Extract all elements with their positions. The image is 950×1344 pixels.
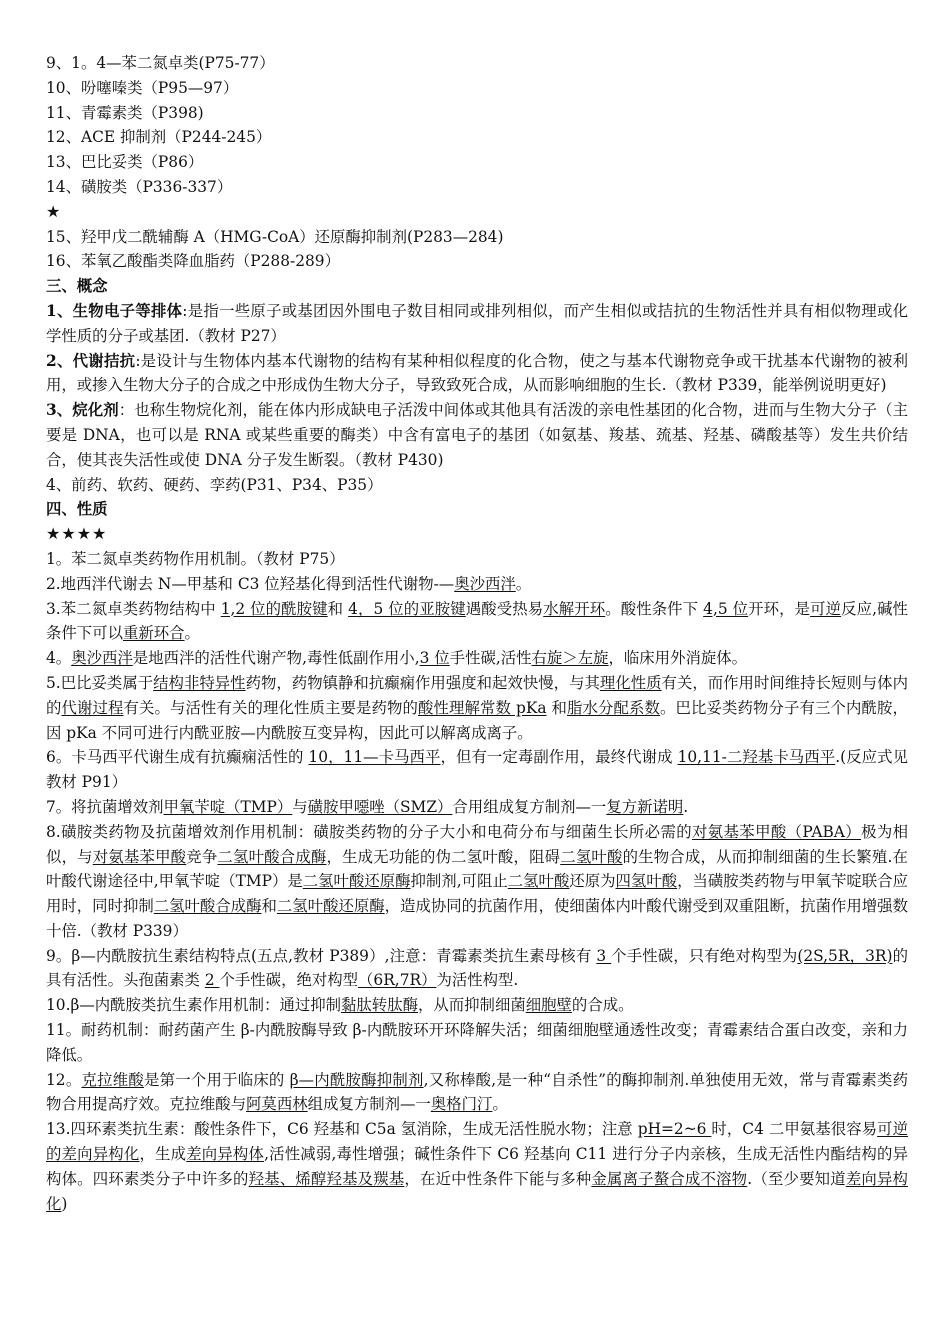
concept-definition: :是设计与生物体内基本代谢物的结构有某种相似程度的化合物，使之与基本代谢物竞争或干扰基本代谢物的被利用，或掺入生物大分子的合成之中形成伪生物大分子，导致致死合成，从而影响细胞的生长.（教材 P339，能举例说明更好) — [46, 351, 909, 395]
underlined-term: 酸性理解常数 pKa — [418, 698, 547, 717]
section-heading-properties: 四、性质 — [46, 500, 108, 519]
underlined-term: 可逆 — [810, 599, 842, 618]
property-paragraph — [46, 745, 908, 795]
property-paragraph: 1。苯二氮卓类药物作用机制。（教材 P75） — [46, 549, 345, 568]
underlined-term: 3 — [596, 946, 612, 965]
text-run: 组成复方制剂—一 — [307, 1095, 431, 1114]
underlined-term: 右旋＞左旋 — [531, 649, 609, 668]
text-run: ，当磺胺类药物与甲氧苄啶联合应用时，同时抑制 — [46, 872, 908, 916]
list-item: 10、吩噻嗪类（P95—97） — [46, 78, 239, 97]
text-run: 合用组成复方制剂—一 — [452, 797, 607, 816]
underlined-term: 对氨基苯甲酸 — [92, 847, 187, 866]
underlined-term: 水解开环 — [543, 599, 606, 618]
property-paragraph — [46, 572, 908, 597]
property-paragraph — [46, 1068, 908, 1118]
underlined-term: 二氢叶酸 — [560, 847, 623, 866]
text-run: 竞争 — [186, 847, 218, 866]
property-paragraph — [46, 820, 908, 944]
text-run: 。巴比妥类药物分子有三个内酰胺，因 pKa 不同可进行内酰亚胺—内酰胺互变异构，因此可以解离成离子。 — [46, 698, 908, 742]
underlined-term: 甲氧苄啶（TMP） — [163, 797, 293, 816]
list-item: 11、青霉素类（P398) — [46, 103, 204, 122]
underlined-term: 代谢过程 — [61, 698, 124, 717]
text-run: 极为相似，与 — [46, 822, 908, 866]
text-run: 10.β—内酰胺类抗生素作用机制：通过抑制 — [46, 996, 342, 1015]
underlined-term: 1,2 位的酰胺键 — [220, 599, 328, 618]
star-icon: ★ — [46, 201, 62, 221]
text-run: 6。卡马西平代谢生成有抗癫痫活性的 — [46, 748, 309, 767]
text-run: . — [683, 797, 689, 816]
underlined-term: pH=2~6 — [637, 1120, 712, 1139]
underlined-term: 3 位 — [419, 649, 450, 668]
text-run: ，但有一定毒副作用，最终代谢成 — [440, 748, 678, 767]
underlined-term: 重新环合 — [122, 624, 185, 643]
concept-term: 3、烷化剂 — [46, 401, 119, 420]
text-run: 和 — [327, 599, 349, 618]
property-paragraph — [46, 671, 908, 745]
concept-definition: :是指一些原子或基团因外围电子数目相同或排列相似，而产生相似或拮抗的生物活性并具有相似物理或化学性质的分子或基团.（教材 P27） — [46, 301, 908, 345]
underlined-term: 奥格门汀 — [430, 1095, 493, 1114]
text-run: 开环，是 — [748, 599, 811, 618]
text-run: 个手性碳，绝对构型 — [219, 971, 359, 990]
underlined-term: 10,11-二羟基卡马西平 — [677, 748, 836, 767]
underlined-term: 二氢叶酸 — [507, 872, 570, 891]
text-run: 与 — [292, 797, 308, 816]
text-run: 。 — [492, 1095, 508, 1114]
text-run: 还原为 — [569, 872, 616, 891]
text-run: .（至少要知道 — [747, 1169, 846, 1188]
text-run: 和 — [261, 897, 277, 916]
text-run: 是第一个用于临床的 — [143, 1070, 290, 1089]
text-run: ) — [61, 1194, 68, 1213]
underlined-term: 二氢叶酸合成酶 — [217, 847, 327, 866]
text-run: 8.磺胺类药物及抗菌增效剂作用机制：磺胺类药物的分子大小和电荷分布与细菌生长所必需的 — [46, 822, 692, 841]
text-run: ,又称棒酸,是一种“自杀性”的酶抑制剂.单独使用无效，常与青霉素类药物合用提高疗效。克拉维酸与 — [46, 1070, 908, 1114]
text-run: 时，C4 二甲氨基很容易 — [711, 1120, 878, 1139]
underlined-term: 差向异构体 — [186, 1145, 265, 1164]
text-run: 和 — [546, 698, 568, 717]
text-run: 遇酸受热易 — [465, 599, 544, 618]
property-paragraph — [46, 944, 908, 994]
text-run: ，临床用外消旋体。 — [608, 649, 748, 668]
text-run: 13.四环素类抗生素：酸性条件下，C6 羟基和 C5a 氢消除，生成无活性脱水物；注意 — [46, 1120, 638, 1139]
text-run: .(反应式见教材 P91） — [46, 748, 909, 792]
list-item: 12、ACE 抑制剂（P244-245） — [46, 128, 272, 147]
text-run: 有关，而作用时间维持长短则与体内的 — [46, 673, 908, 717]
text-run: 2.地西泮代谢去 N—甲基和 C3 位羟基化得到活性代谢物-— — [46, 574, 455, 593]
document-page — [46, 51, 908, 1216]
list-item: 14、磺胺类（P336-337） — [46, 177, 233, 196]
property-paragraph — [46, 993, 908, 1018]
text-run: 的生物合成，从而抑制细菌的生长繁殖.在叶酸代谢途径中,甲氧苄啶（TMP）是 — [46, 847, 908, 891]
text-run: ，生成 — [139, 1145, 187, 1164]
text-run: 有关。与活性有关的理化性质主要是药物的 — [123, 698, 418, 717]
underlined-term: （6R,7R） — [358, 971, 437, 990]
text-run: 的具有活性。头孢菌素类 — [46, 946, 908, 990]
text-run: 4。 — [46, 649, 72, 668]
underlined-term: 复方新诺明 — [606, 797, 684, 816]
underlined-term: 结构非特异性 — [153, 673, 246, 692]
underlined-term: 10，11—卡马西平 — [308, 748, 441, 767]
underlined-term: 奥沙西泮 — [71, 649, 133, 668]
section-heading-concepts: 三、概念 — [46, 277, 108, 296]
underlined-term: 2 — [204, 971, 220, 990]
concept-definition: ：也称生物烷化剂，能在体内形成缺电子活泼中间体或其他具有活泼的亲电性基团的化合物，进而与生物大分子（主要是 DNA，也可以是 RNA 或某些重要的酶类）中含有富电子的基团（如氨基、羧基、巯基、羟基、磷酸基等）发生共价结合，使其丧失活性或使 DNA 分子发生断裂。（教材 P430) — [46, 401, 908, 469]
underlined-term: 黏肽转肽酶 — [341, 996, 418, 1015]
text-run: 12。 — [46, 1070, 82, 1089]
underlined-term: 脂水分配系数 — [567, 698, 661, 717]
underlined-term: (2S,5R，3R) — [797, 946, 893, 965]
underlined-term: 羟基、烯醇羟基及羰基 — [248, 1169, 405, 1188]
underlined-term: 磺胺甲噁唑（SMZ） — [307, 797, 453, 816]
text-run: 5.巴比妥类属于 — [46, 673, 154, 692]
underlined-term: 二氢叶酸还原酶 — [302, 872, 411, 891]
text-run: ,活性减弱,毒性增强；碱性条件下 C6 羟基向 C11 进行分子内亲核，生成无活性内酯结构的异构体。四环素类分子中许多的 — [46, 1145, 908, 1188]
concept-term: 2、代谢拮抗 — [46, 351, 136, 370]
property-paragraph — [46, 795, 908, 820]
property-paragraph: 11。耐药机制：耐药菌产生 β-内酰胺酶导致 β-内酰胺环开环降解失活；细菌细胞壁通透性改变；青霉素结合蛋白改变，亲和力降低。 — [46, 1021, 908, 1064]
text-run: 的合成。 — [571, 996, 634, 1015]
text-run: 药物，药物镇静和抗癫痫作用强度和起效快慢，与其 — [245, 673, 600, 692]
text-run: 。 — [184, 624, 200, 643]
text-run: 手性碳,活性 — [449, 649, 532, 668]
list-item: 15、羟甲戊二酰辅酶 A（HMG-CoA）还原酶抑制剂(P283—284) — [46, 227, 504, 246]
concept-paragraph — [46, 299, 908, 349]
property-paragraph — [46, 597, 908, 647]
underlined-term: 差向异构化 — [46, 1169, 908, 1213]
text-run: 是地西泮的活性代谢产物,毒性低副作用小, — [132, 649, 420, 668]
underlined-term: 四氢叶酸 — [615, 872, 678, 891]
concept-paragraph — [46, 398, 908, 472]
property-paragraph — [46, 646, 908, 671]
underlined-term: 阿莫西林 — [246, 1095, 308, 1114]
underlined-term: 4，5 位的亚胺键 — [348, 599, 466, 618]
text-run: 9。β—内酰胺抗生素结构特点(五点,教材 P389）,注意：青霉素类抗生素母核有 — [46, 946, 597, 965]
underlined-term: 金属离子螯合成不溶物 — [591, 1169, 748, 1188]
underlined-term: 二氢叶酸合成酶 — [153, 897, 262, 916]
underlined-term: 可逆的差向异构化 — [46, 1120, 908, 1164]
list-item: 13、巴比妥类（P86） — [46, 153, 204, 172]
underlined-term: 理化性质 — [599, 673, 662, 692]
text-run: 。 — [515, 574, 532, 593]
text-run: 反应,碱性条件下可以 — [46, 599, 908, 643]
underlined-term: 克拉维酸 — [81, 1070, 144, 1089]
underlined-term: 奥沙西泮 — [454, 574, 516, 593]
text-run: 7。将抗菌增效剂 — [46, 797, 164, 816]
text-run: 个手性碳，只有绝对构型为 — [611, 946, 798, 965]
concept-term: 1、生物电子等排体 — [46, 301, 183, 320]
underlined-term: 4,5 位 — [703, 599, 749, 618]
text-run: 。酸性条件下 — [605, 599, 704, 618]
text-run: 抑制剂,可阻止 — [410, 872, 508, 891]
property-paragraph — [46, 1117, 908, 1216]
text-run: ，在近中性条件下能与多种 — [404, 1169, 592, 1188]
star-rating-icons: ★★★★ — [46, 524, 108, 544]
concept-paragraph: 4、前药、软药、硬药、孪药(P31、P34、P35） — [46, 475, 383, 494]
text-run: 3.苯二氮卓类药物结构中 — [46, 599, 221, 618]
underlined-term: 对氨基苯甲酸（PABA） — [692, 822, 862, 841]
underlined-term: 细胞壁 — [525, 996, 572, 1015]
list-item: 9、1。4—苯二氮卓类(P75-77） — [46, 54, 275, 72]
underlined-term: β—内酰胺酶抑制剂 — [289, 1070, 424, 1089]
underlined-term: 二氢叶酸还原酶 — [276, 897, 385, 916]
text-run: ，生成无功能的伪二氢叶酸，阻碍 — [326, 847, 561, 866]
concept-paragraph — [46, 349, 908, 399]
list-item: 16、苯氧乙酸酯类降血脂药（P288-289） — [46, 252, 340, 271]
text-run: ，造成协同的抗菌作用，使细菌体内叶酸代谢受到双重阻断，抗菌作用增强数十倍.（教材 P339） — [46, 897, 908, 940]
text-run: ，从而抑制细菌 — [417, 996, 526, 1015]
text-run: 为活性构型. — [436, 971, 519, 990]
